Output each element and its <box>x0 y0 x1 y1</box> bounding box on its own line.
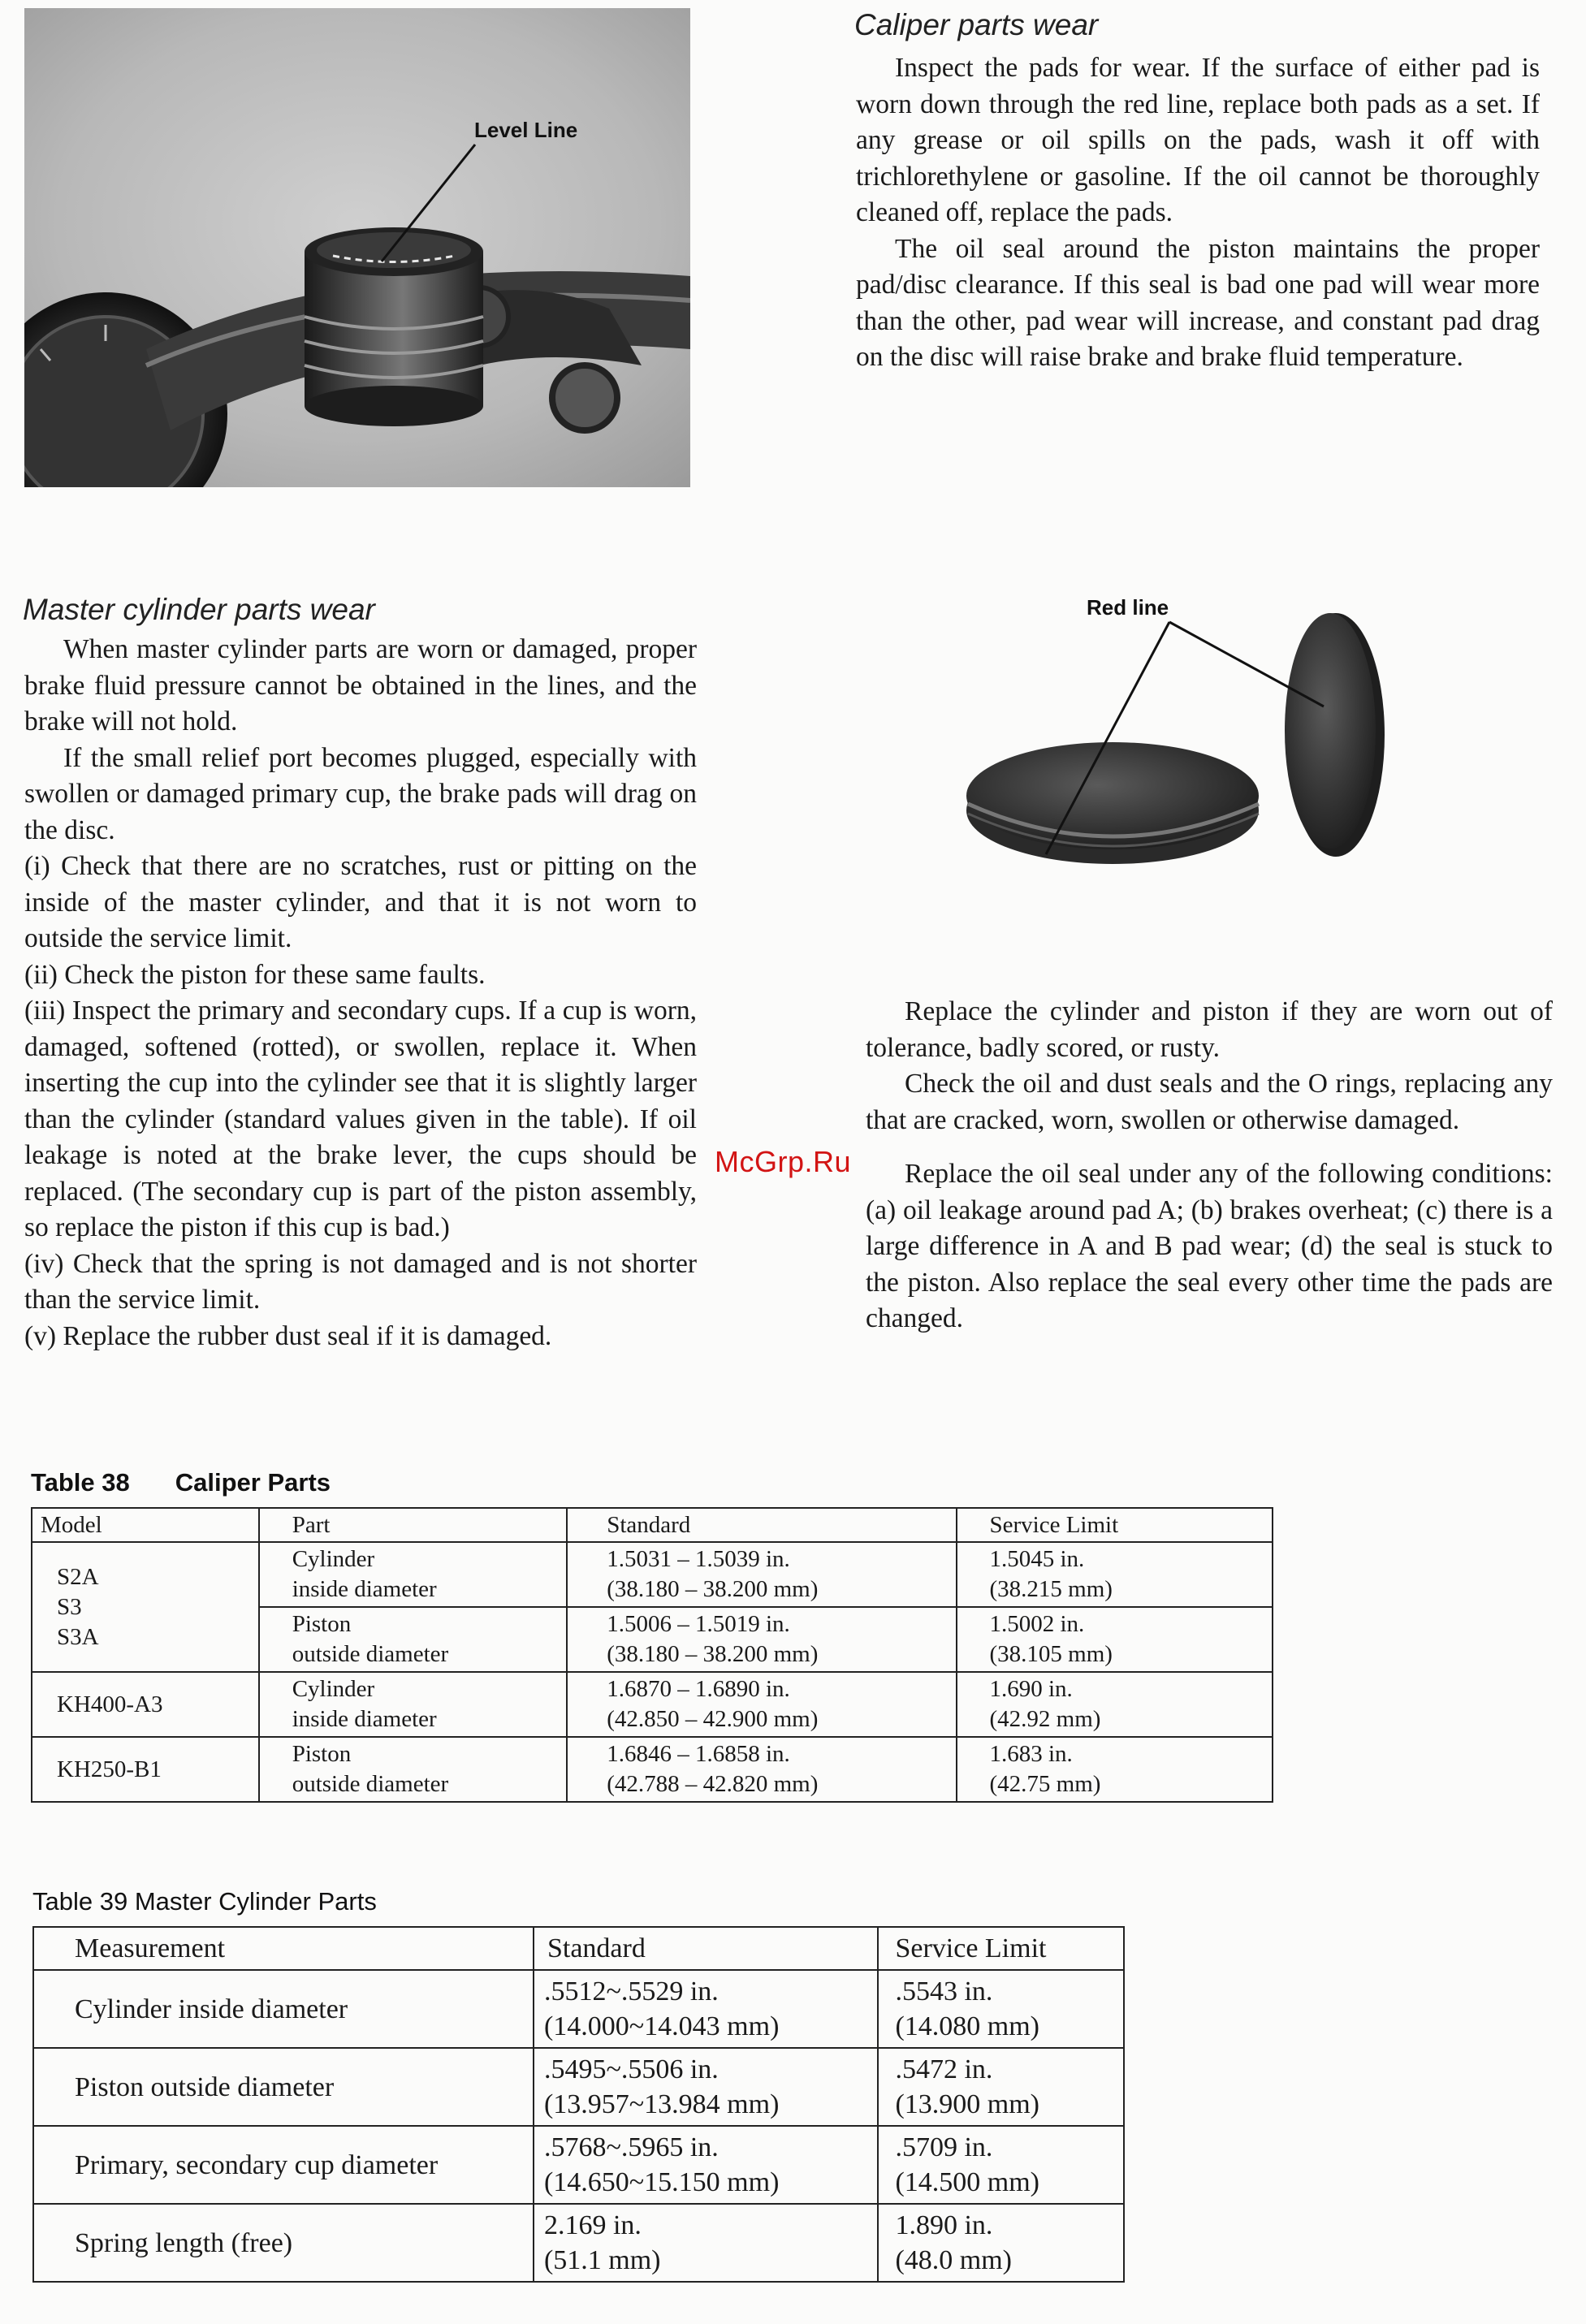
caliper-heading: Caliper parts wear <box>854 8 1099 41</box>
master-item-1: (i) Check that there are no scratches, rust or pitting on the inside of the master cylinder, and that it is not worn to outside the service limit. <box>24 851 697 953</box>
master-item-3: (iii) Inspect the primary and secondary cups. If a cup is worn, damaged, softened (rotted), or swollen, replace it. When inserting the cup into the cylinder see that it is slightly larger than the cylinder (standard values given in the table). If oil leakage is noted at the brake lever, the cups should be replaced. (The secondary cup is part of the piston assembly, so replace the piston if this cup is bad.) <box>24 996 697 1242</box>
standard-cell: .5512~.5529 in. (14.000~14.043 mm) <box>534 1970 878 2048</box>
master-cylinder-illustration <box>24 8 690 487</box>
table38-name: Caliper Parts <box>175 1468 331 1497</box>
right-para-1: Replace the cylinder and piston if they are worn out of tolerance, badly scored, or rusty. <box>866 996 1553 1063</box>
table-row <box>32 1542 1273 1607</box>
header-service-limit: Service Limit <box>878 1927 1124 1970</box>
header-measurement: Measurement <box>33 1927 534 1970</box>
table-row <box>32 1737 1273 1802</box>
table-row <box>33 1970 1124 2048</box>
part-cell: Cylinder inside diameter <box>259 1672 568 1737</box>
standard-cell: 1.6870 – 1.6890 in. (42.850 – 42.900 mm) <box>567 1672 956 1737</box>
table38-number: Table 38 <box>31 1468 130 1497</box>
measurement-cell: Piston outside diameter <box>33 2048 534 2126</box>
part-cell: Piston outside diameter <box>259 1737 568 1802</box>
limit-cell: .5543 in. (14.080 mm) <box>878 1970 1124 2048</box>
right-para-3: Replace the oil seal under any of the following conditions: (a) oil leakage around pad A; (b) brakes overheat; (c) there is a large difference in A and B pad wear; (d) the seal is stuck to the piston. Also replace the seal every other time the pads are changed. <box>866 1159 1553 1333</box>
table-row <box>33 2048 1124 2126</box>
right-text <box>866 994 1553 1337</box>
master-item-4: (iv) Check that the spring is not damaged and is not shorter than the service limit. <box>24 1248 697 1315</box>
caliper-para-1: Inspect the pads for wear. If the surface of either pad is worn down through the red line, replace both pads as a set. If any grease or oil spills on the pads, wash it off with trichlorethylene or gasoline. If the oil cannot be thoroughly cleaned off, replace the pads. <box>856 53 1540 227</box>
table-row <box>33 2204 1124 2282</box>
table-header-row <box>33 1927 1124 1970</box>
limit-cell: 1.5045 in. (38.215 mm) <box>957 1542 1273 1607</box>
caliper-text <box>856 50 1540 376</box>
red-line-label: Red line <box>1087 595 1169 620</box>
table39-title: Table 39 Master Cylinder Parts <box>32 1887 377 1916</box>
master-heading: Master cylinder parts wear <box>23 593 375 626</box>
measurement-cell: Spring length (free) <box>33 2204 534 2282</box>
limit-cell: 1.5002 in. (38.105 mm) <box>957 1607 1273 1672</box>
table-row <box>32 1672 1273 1737</box>
header-model: Model <box>32 1508 259 1542</box>
model-cell: KH250-B1 <box>32 1737 259 1802</box>
standard-cell: .5768~.5965 in. (14.650~15.150 mm) <box>534 2126 878 2204</box>
limit-cell: 1.683 in. (42.75 mm) <box>957 1737 1273 1802</box>
standard-cell: .5495~.5506 in. (13.957~13.984 mm) <box>534 2048 878 2126</box>
standard-cell: 1.5006 – 1.5019 in. (38.180 – 38.200 mm) <box>567 1607 956 1672</box>
header-standard: Standard <box>534 1927 878 1970</box>
level-line-label: Level Line <box>474 118 578 142</box>
brake-pads-photo <box>958 601 1397 877</box>
standard-cell: 1.6846 – 1.6858 in. (42.788 – 42.820 mm) <box>567 1737 956 1802</box>
limit-cell: 1.690 in. (42.92 mm) <box>957 1672 1273 1737</box>
limit-cell: 1.890 in. (48.0 mm) <box>878 2204 1124 2282</box>
standard-cell: 2.169 in. (51.1 mm) <box>534 2204 878 2282</box>
master-para-1: When master cylinder parts are worn or damaged, proper brake fluid pressure cannot be obtained in the lines, and the brake will not hold. <box>24 634 697 737</box>
caliper-para-2: The oil seal around the piston maintains the proper pad/disc clearance. If this seal is bad one pad will wear more than the other, pad wear will increase, and constant pad drag on the disc will raise brake and brake fluid temperature. <box>856 233 1540 372</box>
master-cylinder-parts-table <box>32 1926 1125 2283</box>
model-cell: KH400-A3 <box>32 1672 259 1737</box>
model-cell: S2A S3 S3A <box>32 1542 259 1672</box>
master-text <box>24 632 697 1354</box>
limit-cell: .5709 in. (14.500 mm) <box>878 2126 1124 2204</box>
limit-cell: .5472 in. (13.900 mm) <box>878 2048 1124 2126</box>
watermark: McGrp.Ru <box>715 1145 852 1178</box>
standard-cell: 1.5031 – 1.5039 in. (38.180 – 38.200 mm) <box>567 1542 956 1607</box>
header-part: Part <box>259 1508 568 1542</box>
part-cell: Cylinder inside diameter <box>259 1542 568 1607</box>
caliper-parts-table <box>31 1507 1273 1803</box>
header-standard: Standard <box>567 1508 956 1542</box>
table38-title <box>31 1468 331 1497</box>
brake-pads-illustration <box>958 601 1397 877</box>
part-cell: Piston outside diameter <box>259 1607 568 1672</box>
master-item-5: (v) Replace the rubber dust seal if it is damaged. <box>24 1320 552 1351</box>
master-item-2: (ii) Check the piston for these same faults. <box>24 959 486 990</box>
table-row <box>33 2126 1124 2204</box>
right-para-2: Check the oil and dust seals and the O rings, replacing any that are cracked, worn, swollen or otherwise damaged. <box>866 1069 1553 1135</box>
measurement-cell: Primary, secondary cup diameter <box>33 2126 534 2204</box>
header-service-limit: Service Limit <box>957 1508 1273 1542</box>
table-header-row <box>32 1508 1273 1542</box>
master-para-2: If the small relief port becomes plugged, especially with swollen or damaged primary cup, the brake pads will drag on the disc. <box>24 742 697 845</box>
measurement-cell: Cylinder inside diameter <box>33 1970 534 2048</box>
master-cylinder-photo <box>24 8 690 487</box>
